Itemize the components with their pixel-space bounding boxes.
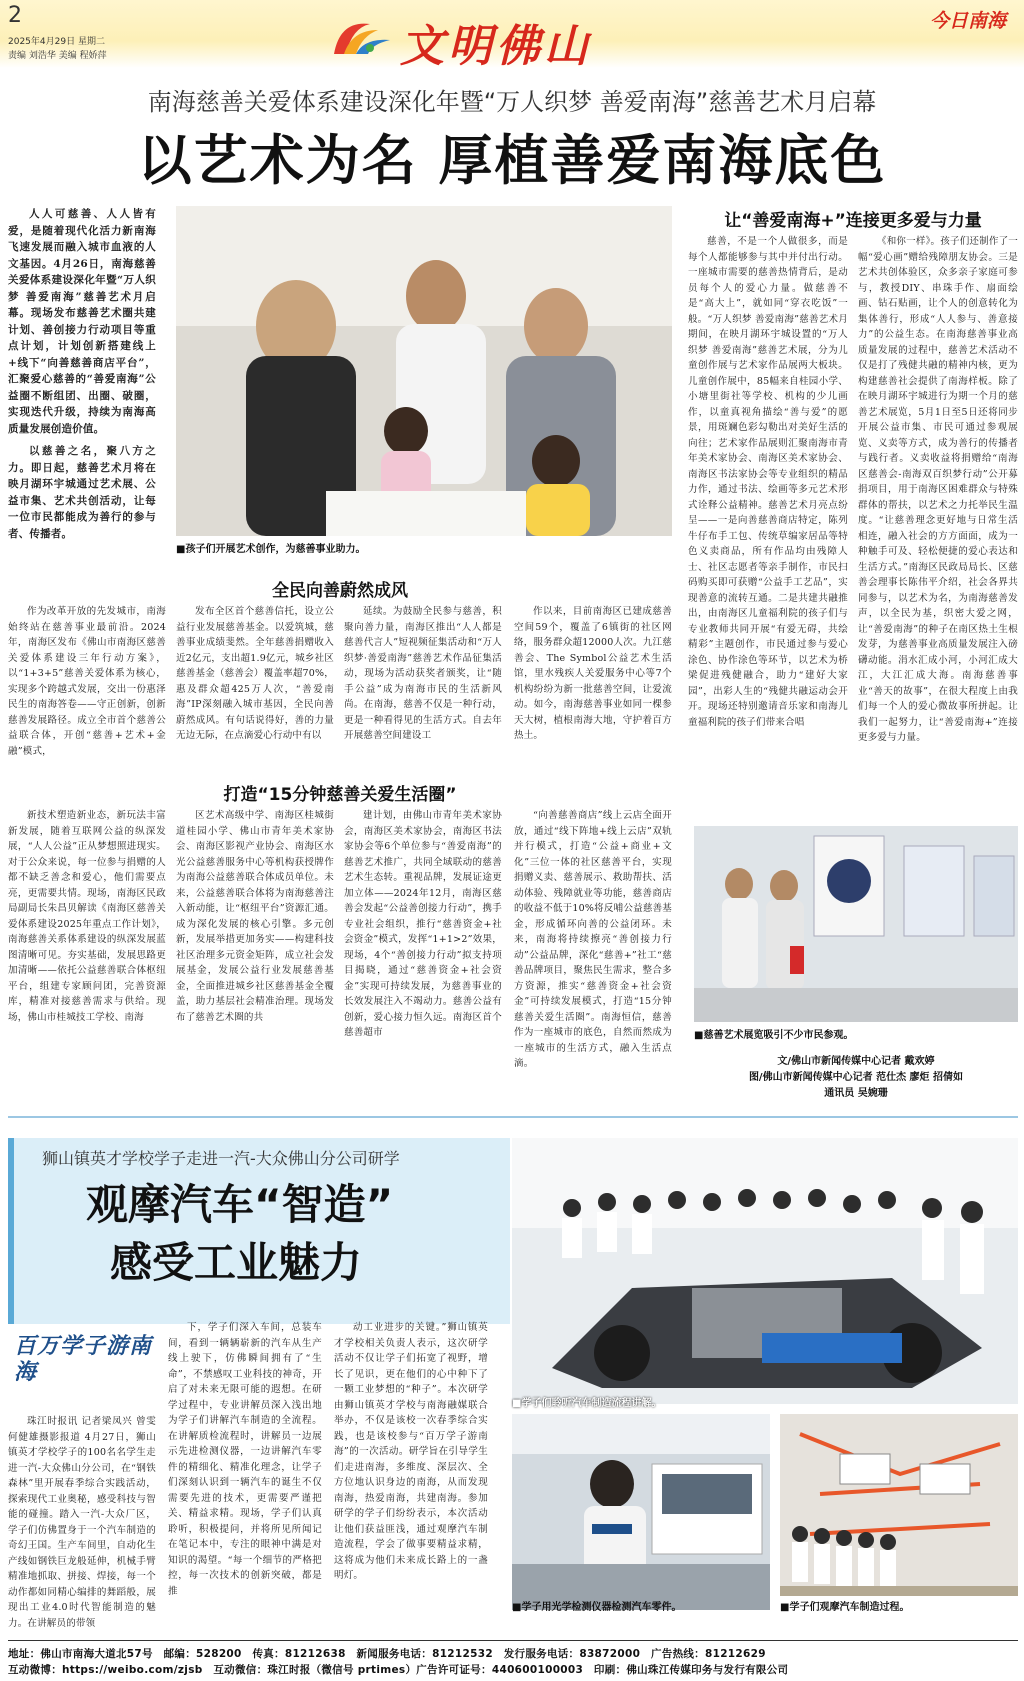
exhibition-photo-illustration (694, 826, 1018, 1022)
column-logo: 百万学子游南海 (14, 1334, 153, 1385)
footer-contact: 地址：佛山市南海大道北57号 邮编：528200 传真：81212638 新闻服务电话：81212532 发行服务电话：83872000 广告热线：81212629 (8, 1648, 766, 1660)
footer-publisher: 互动微博：https://weibo.com/zjsb 互动微信：珠江时报（微信号 prtimes）广告许可证号：440600100003 印刷：佛山珠江传媒印务与发行有限公司 (8, 1664, 789, 1676)
subsection1-column: 作以来，目前南海区已建成慈善空间59个，覆盖了6镇街的社区网络，服务群众超12000人次。九江慈善会、The Symbol公益艺术生活馆，里水残疾人关爱服务中心等7个机构纷纷为新一批慈善空间，让爱流动。如今，南海慈善事业如同一棵参天大树，植根南海大地，守护着百方热土。 (514, 606, 672, 741)
article1-lead (8, 206, 156, 540)
lead-paragraph: 人人可慈善、人人皆有爱，是随着现代化活力新南海飞速发展而融入城市血液的人文基因。4月26日，南海慈善关爱体系建设深化年暨“万人织梦 善爱南海”慈善艺术月启幕。现场发布慈善艺术圈共建计划、善创接力行动项目等重点计划，计划创新搭建线上+线下“向善慈善商店平台”，汇聚爱心慈善的“善爱南海”公益圈不断组团、出圈、破圈，实现迭代升级，持续为南海高质量发展创造价值。 (8, 208, 156, 435)
section-divider (8, 1116, 1018, 1118)
subsection2-column: 建计划，由佛山市青年美术家协会，南海区美术家协会，南海区书法家协会等6个单位参与“善爱南海”的慈善艺术推广，共同全域联动的慈善艺术生态转。重视品牌，发展证途更加立体——2024年12月，南海区慈善会发起“公益善创接力行动”，携手专业社会组织，推行“慈善资金+社会资金”模式，发挥“1+1>2”效果，现场，4个“善创接力行动”拟支持项目揭晓，通过“慈善资金+社会资金”实现可持续发展，为慈善事业的长效发展注入不竭动力。慈善公益有创新，爱心接力恒久远。南海区首个慈善超市 (344, 810, 502, 1038)
editor-credit: 责编 刘浩华 美编 程娇萍 (8, 51, 107, 61)
exhibition-photo (694, 826, 1018, 1022)
subsection1-column: 发布全区首个慈善信托，设立公益行业发展慈善基金。以爱筑城，慈善事业成绩斐然。全年慈善捐赠收入近2亿元，支出超1.9亿元，城乡社区慈善基金（慈善会）覆盖率超70%，惠及群众超425万人次，“善爱南海”IP深刻融入城市基因，全民向善蔚然成风。有句话说得好，善的力量无边无际，在点滴爱心行动中有以 (176, 606, 334, 741)
sidebar-column-2: 《和你一样》。孩子们还制作了一幅“爱心画”赠给残障朋友协会。三是艺术共创体验区，众多亲子家庭可参与，教授DIY、串珠手作、扇面绘画、钻石贴画，让个人的创意转化为集体善行，形成“人人参与、善意接力”的公益生态。在南海慈善事业高质量发展的过程中，慈善艺术活动不仅是打了残健共融的精神内核，更为构建慈善社会提供了南海样板。除了在映月湖环宇城进行为期一个月的慈善艺术展览，5月1日至5日还将同步开展公益市集、市民可通过参观展览、义卖等方式，成为善行的传播者与践行者。义卖收益将捐赠给“南海区慈善会-南海双百织梦行动”公开募捐项目，用于南海区困难群众与特殊群体的帮扶，以艺术之力托举民生温度。“让慈善理念更好地与日常生活相连，融入社会的方方面面，成为一种触手可及、轻松便捷的爱心表达和生活方式。”南海区民政局局长、区慈善会理事长陈伟平介绍，社会各界共同参与，以艺术为名，为南海慈善发声，以全民为基，织密大爱之网，让“善爱南海”的种子在南区热土生根发芽，为慈善事业高质量发展注入磅礴动能。涓水汇成小河，小河汇成大江，大江汇成大海。南海慈善事业“善天的故事”，在很大程度上由我们每一个人的爱心微故事所拼起。让我们一起努力，让“善爱南海+”连接更多爱与力量。 (858, 236, 1018, 743)
chassis-photo-illustration (512, 1138, 1018, 1404)
page-number: 2 (8, 3, 22, 28)
main-photo-caption: ■孩子们开展艺术创作，为慈善事业助力。 (176, 544, 366, 555)
article1-kicker: 南海慈善关爱体系建设深化年暨“万人织梦 善爱南海”慈善艺术月启幕 (147, 88, 877, 116)
article2-headline-line1: 观摩汽车“智造” (86, 1180, 394, 1229)
children-art-photo-illustration (176, 206, 672, 536)
subsection2-title: 打造“15分钟慈善关爱生活圈” (223, 785, 457, 805)
section-title: 文明佛山 (400, 21, 592, 72)
byline-correspondent: 通讯员 吴婉珊 (824, 1088, 888, 1099)
city-logo-icon (330, 14, 394, 58)
inspection-photo-caption: ■学子用光学检测仪器检测汽车零件。 (512, 1602, 682, 1613)
subsection1-column: 延续。为鼓励全民参与慈善，积聚向善力量，南海区推出“人人都是慈善代言人”短视频征集活动和“万人织梦·善爱南海”慈善艺术作品征集活动，现场为活动获奖者颁奖，让“随手公益”成为南海市民的生活新风尚。在南海，慈善不仅是一种行动，更是一种看得见的生活方式。自去年开展慈善空间建设工 (344, 606, 502, 741)
subsection1-title: 全民向善蔚然成风 (272, 581, 408, 601)
subsection1-column: 作为改革开放的先发城市，南海始终站在慈善事业最前沿。2024年，南海区发布《佛山市南海区慈善关爱体系建设三年行动方案》，以“1+3+5”慈善关爱体系为核心，实现多个跨越式发展，交出一份惠泽民生的南海答卷——守正创新，创新慈善发展路径。成立全市首个慈善公益联合体，开创“慈善+艺术+金融”模式， (8, 606, 166, 757)
article1-headline: 以艺术为名 厚植善爱南海底色 (137, 129, 887, 192)
byline-reporter: 文/佛山市新闻传媒中心记者 戴欢婷 (777, 1056, 935, 1067)
lead-paragraph: 以慈善之名，聚八方之力。即日起，慈善艺术月将在映月湖环宇城通过艺术展、公益市集、艺术共创活动，让每一位市民都能成为善行的参与者、传播者。 (8, 445, 156, 540)
article2-column: 动工业进步的关键。”狮山镇英才学校相关负责人表示，这次研学活动不仅让学子们拓宽了视野，增长了见识，更在他们的心中种下了一颗工业梦想的“种子”。本次研学由狮山镇英才学校与南海融媒联合举办，不仅是该校一次春季综合实践，也是该校参与“百万学子游南海”的一次活动。研学旨在引导学生们走进南海，多维度、深层次、全方位地认识身边的南海，从而发现南海，热爱南海，共建南海。参加研学的学子们纷纷表示，本次活动让他们获益匪浅，通过观摩汽车制造流程，学会了做事要精益求精，这将成为他们未来成长路上的一盏明灯。 (334, 1322, 488, 1581)
inspection-photo (512, 1414, 770, 1610)
article2-column: 下，学子们深入车间，总装车间，看到一辆辆崭新的汽车从生产线上驶下，仿佛瞬间拥有了“生命”，不禁感叹工业科技的神奇，开启了对未来无限可能的遐想。在研学过程中，专业讲解员深入浅出地为学子们讲解汽车制造的全流程。在讲解质检流程时，讲解员一边展示先进检测仪器，一边讲解汽车零件的精细化、精准化理念，让学子们深刻认识到一辆汽车的诞生不仅需要先进的技术，更需要严谨把关、精益求精。现场，学子们认真聆听，积极提问，并将所见所闻记在笔记本中，专注的眼神中满是对知识的渴望。“每一个细节的严格把控，每一次技术的创新突破，都是推 (168, 1322, 322, 1597)
assembly-photo-illustration (780, 1414, 1018, 1596)
main-photo (176, 206, 672, 536)
car-chassis-photo (512, 1138, 1018, 1404)
article2-headline-line2: 感受工业魅力 (110, 1238, 363, 1287)
subsection2-column: 区艺术高级中学、南海区桂城街道桂园小学、佛山市青年美术家协会、南海区影视产业协会、南海区水光公益慈善服务中心等机构获授牌作为南海公益慈善联合体成员单位。未来，公益慈善联合体将为南海慈善注入新动能，让“枢纽平台”资源汇通。成为深化发展的核心引擎。多元创新，发展举措更加务实——构建科技社区治理多元资金矩阵，成立社会发展基金，发展公益行业发展慈善基金，全面推进城乡社区慈善基金全覆盖，助力基层社会精准治理。现场发布了慈善艺术圈的共 (176, 810, 334, 1023)
exhibition-photo-caption: ■慈善艺术展览吸引不少市民参观。 (694, 1030, 854, 1041)
sidebar-column-1: 慈善，不是一个人做很多，而是每个人都能够参与其中并付出行动。一座城市需要的慈善热情背后，是动员每个人的爱心力量。做慈善不是“高大上”，就如同“穿衣吃饭”一般。“万人织梦 善爱南海”慈善艺术月期间，在映月湖环宇城设置的“万人织梦 善爱南海”慈善艺术展，分为儿童创作展与艺术家作品展两大板块。儿童创作展中，85幅来自桂园小学、小塘里街社等学校、机构的少儿画作，以童真视角描绘“善与爱”的愿景，用斑斓色彩勾勒出对美好生活的向往；艺术家作品展则汇聚南海市青年美术家协会、南海区美术家协会、南海区书法家协会等专业组织的精品力作，通过书法、绘画等多元艺术形式诠释公益精神。慈善艺术月亮点纷呈——一是向善慈善商店特定，陈列牛仔布手工包、传统草编家居品等特色义卖商品，所有作品均由残障人士、社区志愿者等亲手制作，市民扫码购买即可获赠“公益手工艺品”，实现善意的流转互通。二是共建共融推出，由南海区儿童福利院的孩子们与专业教师共同开展“有爱无碍，共绘精彩”主题创作，市民通过参与爱心涂色、协作涂色等环节，以艺术为桥梁促进残健融合，助力“建好大家园”，出彩人生的“残健共融运动会开开。现场还特别邀请音乐家和南海儿童福利院的孩子们带来合唱 (688, 236, 848, 728)
chassis-photo-caption: ■学子们聆听汽车制造流程讲解。 (512, 1398, 662, 1409)
inspection-photo-illustration (512, 1414, 770, 1610)
subsection2-column: “向善慈善商店”线上云店全面开放，通过“线下阵地+线上云店”双轨并行模式，打造“公益+商业+文化”三位一体的社区慈善平台，实现捐赠义卖、慈善展示、救助帮扶、活动体验、残障就业等功能，慈善商店的收益不低于10%将反哺公益慈善基金，形成循环向善的公益闭环。未来，南海将持续擦亮“善创接力行动”公益品牌，深化“慈善+”社工“慈善品牌项目，聚焦民生需求，整合多方资源，推实“慈善资金+社会资金”可持续发展模式，打造“15分钟慈善关爱生活圈”。南海恒信，慈善作为一座城市的底色，自然而然成为一座城市的生活方式，融入生活点滴。 (514, 810, 672, 1069)
assembly-photo (780, 1414, 1018, 1596)
issue-date: 2025年4月29日 星期二 (8, 37, 105, 47)
brand-logo: 今日南海 (930, 10, 1007, 32)
article2-kicker: 狮山镇英才学校学子走进一汽-大众佛山分公司研学 (42, 1149, 400, 1168)
byline-photographer: 图/佛山市新闻传媒中心记者 范仕杰 廖炬 招倩如 (748, 1072, 964, 1083)
article2-column: 珠江时报讯 记者梁凤兴 曾雯 何健雄摄影报道 4月27日，狮山镇英才学校学子的100名名学生走进一汽-大众佛山分公司，在“钢铁森林”里开展春季综合实践活动，探索现代工业奥秘，感受科技与智能的碰撞。踏入一汽-大众厂区，学子们仿佛置身于一个汽车制造的奇幻王国。生产车间里，自动化生产线如钢铁巨龙般延伸，机械手臂精准地抓取、拼接、焊接，每一个动作都如同精心编排的舞蹈般，展现出工业4.0时代智能制造的魅力。在讲解员的带领 (8, 1416, 156, 1629)
sidebar-title: 让“善爱南海+”连接更多爱与力量 (724, 211, 982, 231)
footer-divider (8, 1640, 1018, 1641)
subsection2-column: 新技术塑造新业态，新玩法丰富新发展，随着互联网公益的纵深发展，“人人公益”正从梦想照进现实。对于公众来说，每一位参与捐赠的人都不缺乏善念和爱心，他们需要点亮，更需要共情。现场，南海区民政局副局长朱昌贝解读《南海区慈善关爱体系建设2025年重点工作计划》，南海慈善关系体系建设的纵深发展蓝图清晰可见。夯实基础，发展思路更加清晰——依托公益慈善联合体枢纽平台，组建专家顾问团，完善资源库，精准对接慈善需求与供给。现场，佛山市桂城技工学校、南海 (8, 810, 166, 1023)
assembly-photo-caption: ■学子们观摩汽车制造过程。 (780, 1602, 910, 1613)
